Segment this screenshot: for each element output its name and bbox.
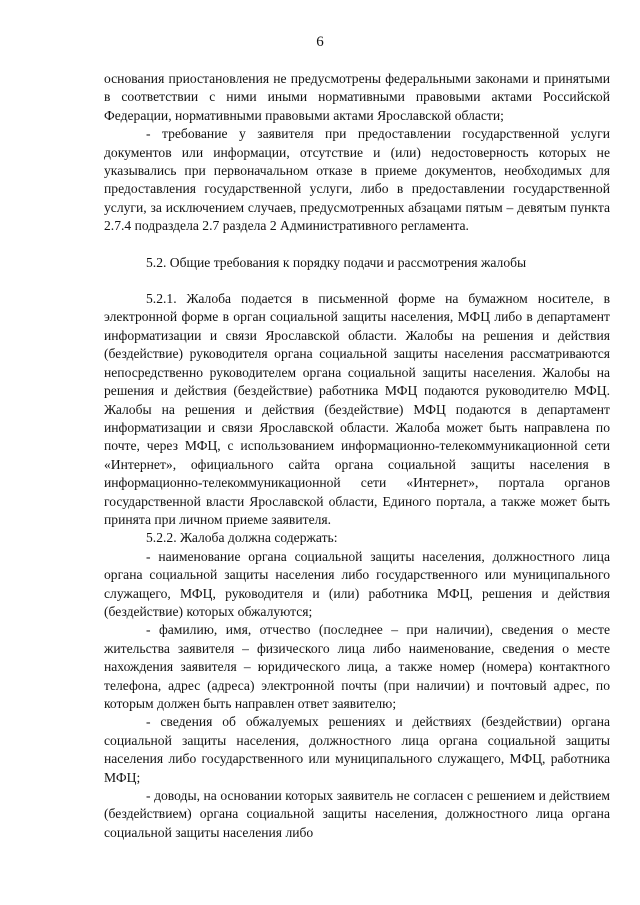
paragraph-continuation: основания приостановления не предусмотрены федеральными законами и принятыми в соответствии с ними иными нормативными правовыми актами Российской Федерации, нормативными правовыми актами Ярославской области; xyxy=(104,71,610,123)
paragraph-5-2-2: 5.2.2. Жалоба должна содержать: xyxy=(146,530,338,546)
list-item-body-name: - наименование органа социальной защиты населения, должностного лица органа социальной защиты населения либо государственного или муниципального служащего, МФЦ, руководителя и (или) работника МФЦ, решения и действия (бездействие) которых обжалуются; xyxy=(104,548,610,619)
paragraph-5-2-1: 5.2.1. Жалоба подается в письменной форме на бумажном носителе, в электронной форме в орган социальной защиты населения, МФЦ либо в департамент информатизации и связи Ярославской области. Жалобы на решения и действия (бездействие) руководителя органа социальной защиты населения рассматриваются непосредственно руководителем органа социальной защиты населения. Жалобы на решения и действия (бездействие) работника МФЦ подаются руководителю МФЦ. Жалобы на решения и действия (бездействие) МФЦ подаются в департамент информатизации и связи Ярославской области. Жалоба может быть направлена по почте, через МФЦ, с использованием информационно-телекоммуникационной сети «Интернет», официального сайта органа социальной защиты населения в информационно-телекоммуникационной сети «Интернет», портала органов государственной власти Ярославской области, Единого портала, а также может быть принята при личном приеме заявителя. xyxy=(104,291,610,527)
list-item-applicant-info: - фамилию, имя, отчество (последнее – при наличии), сведения о месте жительства заявителя – физического лица либо наименование, сведения о месте нахождения заявителя – юридического лица, а также номер (номера) контактного телефона, адрес (адреса) электронной почты (при наличии) и почтовый адрес, по которым должен быть направлен ответ заявителю; xyxy=(104,622,610,711)
page-number: 6 xyxy=(316,34,324,50)
list-item-arguments: - доводы, на основании которых заявитель не согласен с решением и действием (бездействием) органа социальной защиты населения, должностного лица органа социальной защиты населения либо xyxy=(104,788,610,840)
list-item-appealed-decisions: - сведения об обжалуемых решениях и действиях (бездействии) органа социальной защиты населения, должностного лица органа социальной защиты населения либо государственного или муниципального служащего, МФЦ, работника МФЦ; xyxy=(104,714,610,785)
list-item-requirement: - требование у заявителя при предоставлении государственной услуги документов или информации, отсутствие и (или) недостоверность которых не указывались при первоначальном отказе в приеме документов, необходимых для предоставления государственной услуги, либо в предоставлении государственной услуги, за исключением случаев, предусмотренных абзацами пятым – девятым пункта 2.7.4 подраздела 2.7 раздела 2 Административного регламента. xyxy=(104,126,610,234)
document-body xyxy=(104,70,610,842)
section-heading: 5.2. Общие требования к порядку подачи и рассмотрения жалобы xyxy=(146,254,527,270)
